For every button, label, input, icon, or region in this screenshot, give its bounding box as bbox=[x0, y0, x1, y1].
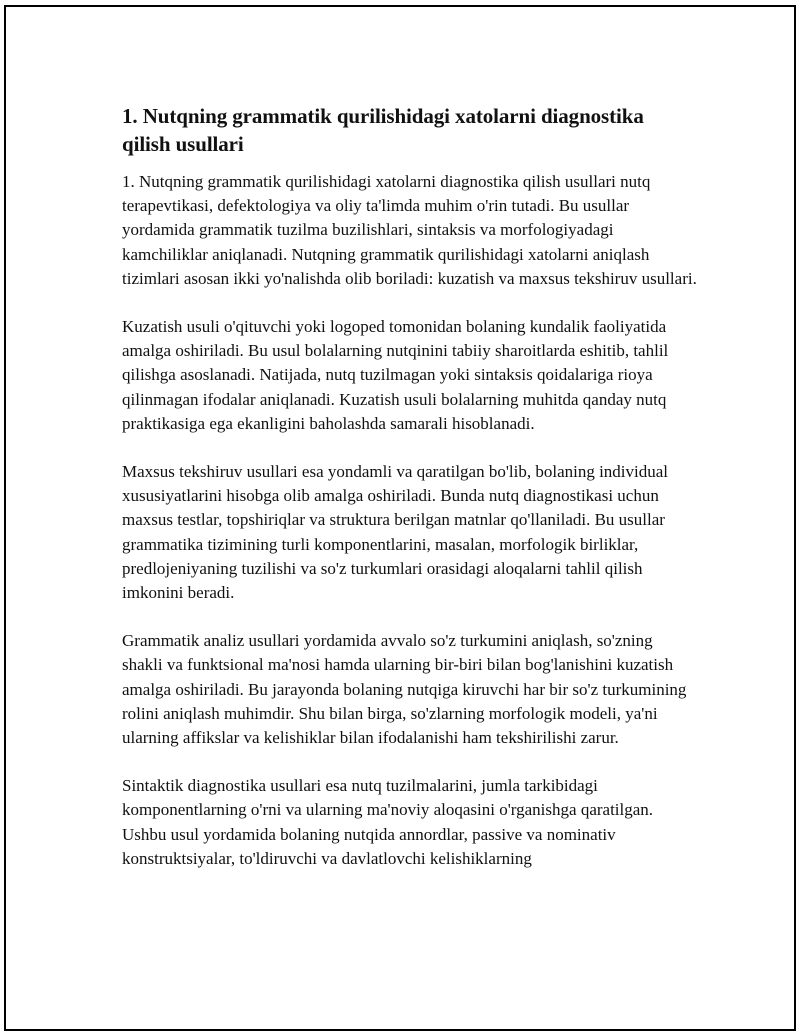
paragraph-4: Grammatik analiz usullari yordamida avvalo so'z turkumini aniqlash, so'zning shakli va funktsional ma'nosi hamda ularning bir-biri bilan bog'lanishini kuzatish amalga oshiriladi. Bu jarayonda bolaning nutqiga kiruvchi har bir so'z turkumining rolini aniqlash muhimdir. Shu bilan birga, so'zlarning morfologik modeli, ya'ni ularning affikslar va kelishiklar bilan ifodalanishi ham tekshirilishi zarur. bbox=[122, 631, 687, 748]
paragraph-1: 1. Nutqning grammatik qurilishidagi xatolarni diagnostika qilish usullari nutq terapevtikasi, defektologiya va oliy ta'limda muhim o'rin tutadi. Bu usullar yordamida grammatik tuzilma buzilishlari, sintaksis va morfologiyadagi kamchiliklar aniqlanadi. Nutqning grammatik qurilishidagi xatolarni aniqlash tizimlari asosan ikki yo'nalishda olib boriladi: kuzatish va maxsus tekshiruv usullari. bbox=[122, 172, 697, 288]
document-heading: 1. Nutqning grammatik qurilishidagi xatolarni diagnostika qilish usullari bbox=[122, 104, 644, 156]
paragraph-2: Kuzatish usuli o'qituvchi yoki logoped tomonidan bolaning kundalik faoliyatida amalga oshiriladi. Bu usul bolalarning nutqinini tabiiy sharoitlarda eshitib, tahlil qilishga asoslanadi. Natijada, nutq tuzilmagan yoki sintaksis qoidalariga rioya qilinmagan ifodalar aniqlanadi. Kuzatish usuli bolalarning muhitda qanday nutq praktikasiga ega ekanligini baholashda samarali hisoblanadi. bbox=[122, 317, 669, 433]
paragraph-3: Maxsus tekshiruv usullari esa yondamli va qaratilgan bo'lib, bolaning individual xususiyatlarini hisobga olib amalga oshiriladi. Bunda nutq diagnostikasi uchun maxsus testlar, topshiriqlar va struktura berilgan matnlar qo'llaniladi. Bu usullar grammatika tizimining turli komponentlarini, masalan, morfologik birliklar, predlojeniyaning tuzilishi va so'z turkumlari orasidagi aloqalarni tahlil qilish imkonini beradi. bbox=[122, 462, 669, 603]
paragraph-5: Sintaktik diagnostika usullari esa nutq tuzilmalarini, jumla tarkibidagi komponentlarning o'rni va ularning ma'noviy aloqasini o'rganishga qaratilgan. Ushbu usul yordamida bolaning nutqida annordlar, passive va nominativ konstruktsiyalar, to'ldiruvchi va davlatlovchi kelishiklarning bbox=[122, 776, 654, 868]
page-frame bbox=[4, 5, 796, 1031]
document-body bbox=[122, 102, 697, 895]
